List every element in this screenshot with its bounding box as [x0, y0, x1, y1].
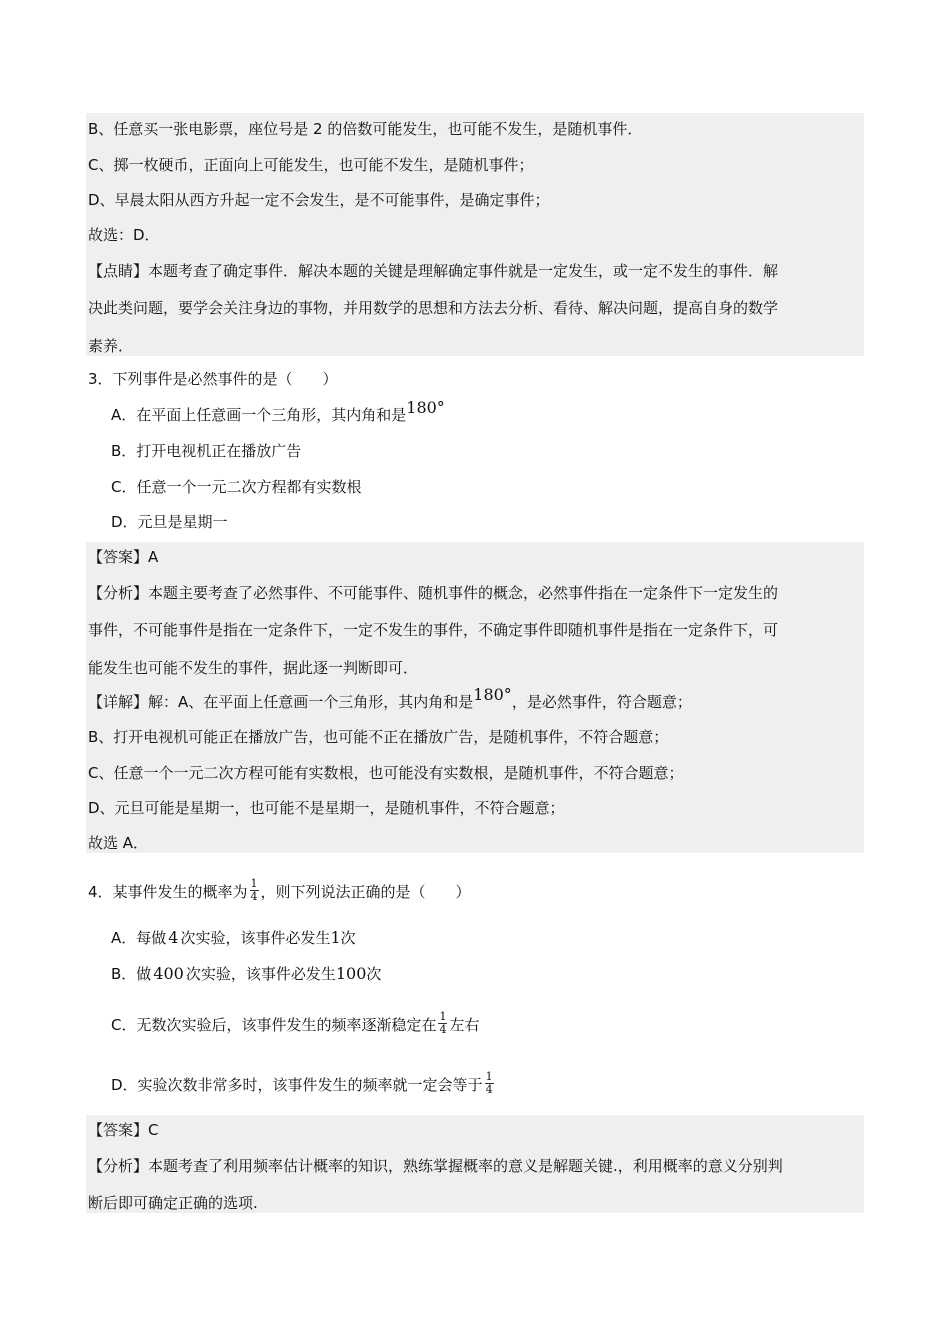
- q4-option-a-text-2: 次实验，该事件必发生: [180, 929, 331, 947]
- q4-option-a-text-1: A．每做: [111, 929, 167, 947]
- q4-answer: 【答案】C: [88, 1121, 159, 1139]
- q4-option-d-text: D．实验次数非常多时，该事件发生的频率就一定会等于: [111, 1076, 483, 1094]
- q3-option-c: C．任意一个一元二次方程都有实数根: [111, 478, 362, 496]
- q3-detail-a: [88, 685, 692, 712]
- q4-option-b-text-1: B．做: [111, 965, 152, 983]
- prev-line-4: 故选：D．: [88, 226, 160, 244]
- prev-line-1: B、任意买一张电影票，座位号是 2 的倍数可能发生，也可能不发生，是随机事件．: [88, 120, 643, 138]
- q3-detail-c: C、任意一个一元二次方程可能有实数根，也可能没有实数根，是随机事件，不符合题意；: [88, 764, 684, 782]
- fraction-numerator: 1: [485, 1070, 493, 1083]
- q3-answer: 【答案】A: [88, 548, 159, 566]
- q3-option-a-text: A．在平面上任意画一个三角形，其内角和是: [111, 406, 407, 424]
- q4-stem-pre: 4．某事件发生的概率为: [88, 883, 248, 901]
- q4-analysis-2: 断后即可确定正确的选项.: [88, 1194, 258, 1212]
- q4-option-b-num-2: 100: [335, 964, 367, 983]
- q4-option-b-text-2: 次实验，该事件必发生: [185, 965, 336, 983]
- prev-line-6: 决此类问题，要学会关注身边的事物，并用数学的思想和方法去分析、看待、解决问题，提高自身的数学: [88, 299, 779, 317]
- q4-option-a-num-2: 1: [330, 928, 341, 947]
- q4-option-a-text-3: 次: [340, 929, 356, 947]
- q3-analysis-3: 能发生也可能不发生的事件，据此逐一判断即可．: [88, 659, 419, 677]
- q3-analysis-2: 事件，不可能事件是指在一定条件下，一定不发生的事件，不确定事件即随机事件是指在一定条件下，可: [88, 621, 779, 639]
- q4-option-a-num-1: 4: [168, 928, 179, 947]
- q4-option-c: [111, 1010, 480, 1038]
- q4-analysis-1: 【分析】本题考查了利用频率估计概率的知识，熟练掌握概率的意义是解题关键.，利用概率的意义分别判: [88, 1157, 783, 1175]
- q4-option-b-text-3: 次: [366, 965, 382, 983]
- q3-detail-b: B、打开电视机可能正在播放广告，也可能不正在播放广告，是随机事件，不符合题意；: [88, 728, 669, 746]
- q3-detail-a-pre: 【详解】解：A、在平面上任意画一个三角形，其内角和是: [88, 693, 474, 711]
- q4-option-b-num-1: 400: [153, 964, 184, 983]
- q4-stem-fraction: [250, 878, 259, 903]
- q3-stem: 3．下列事件是必然事件的是（ ）: [88, 370, 338, 388]
- prev-line-7: 素养．: [88, 337, 134, 355]
- q4-stem-post: ，则下列说法正确的是（ ）: [260, 883, 471, 901]
- fraction-denominator: 4: [250, 890, 258, 903]
- q3-choice: 故选 A．: [88, 834, 149, 852]
- q4-option-a: [111, 928, 356, 948]
- prev-line-3: D、早晨太阳从西方升起一定不会发生，是不可能事件，是确定事件；: [88, 191, 550, 209]
- fraction-denominator: 4: [439, 1023, 447, 1036]
- q3-option-a: [111, 398, 445, 425]
- q4-option-d-fraction: [485, 1071, 494, 1096]
- q3-option-b: B．打开电视机正在播放广告: [111, 442, 302, 460]
- q4-option-b: [111, 964, 381, 984]
- q3-detail-d: D、元旦可能是星期一，也可能不是星期一，是随机事件，不符合题意；: [88, 799, 565, 817]
- q4-option-c-post: 左右: [449, 1016, 480, 1034]
- fraction-numerator: 1: [439, 1010, 447, 1023]
- q4-option-d: [111, 1070, 496, 1098]
- q3-option-d: D．元旦是星期一: [111, 513, 228, 531]
- q3-analysis-1: 【分析】本题主要考查了必然事件、不可能事件、随机事件的概念，必然事件指在一定条件下一定发生的: [88, 584, 779, 602]
- q3-detail-a-value: 180°: [473, 685, 512, 704]
- q3-detail-a-post: ，是必然事件，符合题意；: [511, 693, 692, 711]
- fraction-denominator: 4: [485, 1083, 493, 1096]
- q4-stem: [88, 877, 471, 905]
- fraction-numerator: 1: [250, 877, 258, 890]
- q3-option-a-value: 180°: [406, 398, 445, 417]
- prev-line-5: 【点睛】本题考查了确定事件．解决本题的关键是理解确定事件就是一定发生，或一定不发生的事件．解: [88, 262, 779, 280]
- q4-option-c-fraction: [438, 1011, 447, 1036]
- q4-option-c-text: C．无数次实验后，该事件发生的频率逐渐稳定在: [111, 1016, 437, 1034]
- prev-line-2: C、掷一枚硬币，正面向上可能发生，也可能不发生，是随机事件；: [88, 156, 534, 174]
- solution-block-prev: [86, 113, 864, 356]
